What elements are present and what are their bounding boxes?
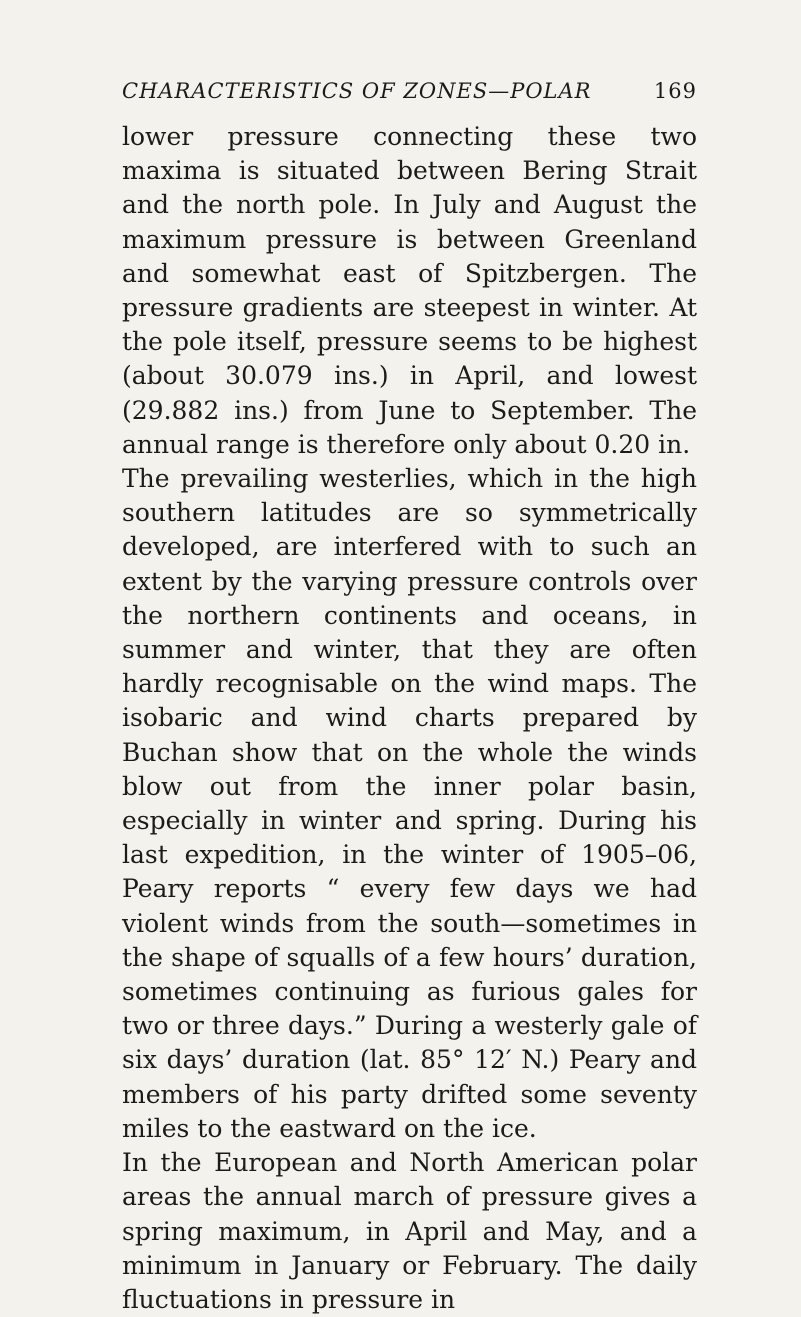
paragraph-annual-march: In the European and North American polar areas the annual march of pressure gives a spring maximum, in April and May, and a minimum in January or February. The daily fluctuations in pressure in xyxy=(122,1148,697,1314)
running-title: CHARACTERISTICS OF ZONES—POLAR xyxy=(122,79,592,103)
page-number: 169 xyxy=(653,79,697,103)
running-head xyxy=(122,79,697,109)
paragraph-westerlies: The prevailing westerlies, which in the high southern latitudes are so symmetrically developed, are interfered with to such an extent by the varying pressure controls over the northern continents and oceans, in summer and winter, that they are often hardly recognisable on the wind maps. The isobaric and wind charts prepared by Buchan show that on the whole the winds blow out from the inner polar basin, especially in winter and spring. During his last expedition, in the winter of 1905–06, Peary reports “ every few days we had violent winds from the south—sometimes in the shape of squalls of a few hours’ duration, sometimes continuing as furious gales for two or three days.” During a westerly gale of six days’ duration (lat. 85° 12′ N.) Peary and members of his party drifted some seventy miles to the eastward on the ice. xyxy=(122,464,697,1143)
body-text xyxy=(122,120,697,1317)
paragraph-continued: lower pressure connecting these two maxima is situated between Bering Strait and the north pole. In July and August the maximum pressure is between Greenland and somewhat east of Spitzbergen. The pressure gradients are steepest in winter. At the pole itself, pressure seems to be highest (about 30.079 ins.) in April, and lowest (29.882 ins.) from June to September. The annual range is therefore only about 0.20 in. xyxy=(122,122,697,459)
